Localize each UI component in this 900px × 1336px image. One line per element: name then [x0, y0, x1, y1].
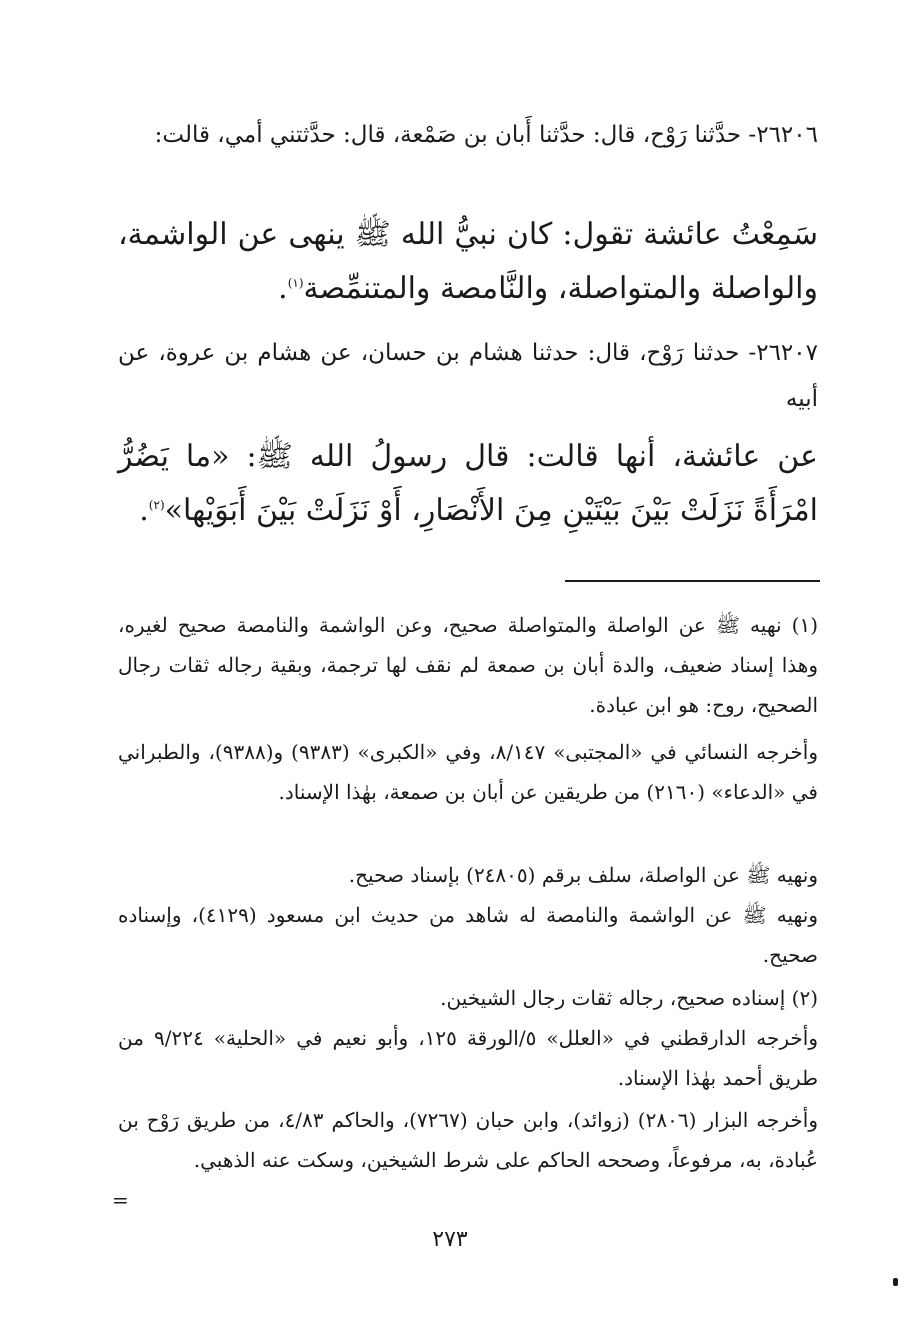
hadith-26207-matn-text: عن عائشة، أنها قالت: قال رسولُ الله ﷺ: «ما يَضُرُّ امْرَأَةً نَزَلَتْ بَيْنَ بَيْتَيْنِ مِنَ الأَنْصَارِ، أَوْ نَزَلَتْ بَيْنَ أَبَوَيْها» — [118, 439, 818, 528]
page-number: ٢٧٣ — [432, 1227, 468, 1252]
hadith-26206-matn: سَمِعْتُ عائشة تقول: كان نبيُّ الله ﷺ ينهى عن الواشمة، والواصلة والمتواصلة، والنَّامصة والمتنمِّصة$^{(١)}$. — [118, 217, 818, 306]
footnote-2-more-sources: وأخرجه البزار (٢٨٠٦) (زوائد)، وابن حبان (٧٢٦٧)، والحاكم ٤/٨٣، من طريق رَوْح بن عُبادة، به، مرفوعاً، وصححه الحاكم على شرط الشيخين، وسكت عنه الذهبي. — [118, 1108, 818, 1172]
scan-edge-mark — [893, 1278, 898, 1286]
footnote-1-text: (١) نهيه ﷺ عن الواصلة والمتواصلة صحيح، وعن الواشمة والنامصة صحيح لغيره، وهذا إسناد ضعيف، والدة أبان بن صمعة لم نقف لها ترجمة، وبقية رجاله ثقات رجال الصحيح، روح: هو ابن عبادة. — [118, 613, 818, 717]
footnote-2-sources: وأخرجه الدارقطني في «العلل» ٥/الورقة ١٢٥، وأبو نعيم في «الحلية» ٩/٢٢٤ من طريق أحمد بهٰذا الإسناد. — [118, 1026, 819, 1090]
hadith-26206-matn-text: سَمِعْتُ عائشة تقول: كان نبيُّ الله ﷺ ينهى عن الواشمة، والواصلة والمتواصلة، والنَّامصة والمتنمِّصة — [118, 217, 818, 306]
footnote-1-note-washima: ونهيه ﷺ عن الواشمة والنامصة له شاهد من حديث ابن مسعود (٤١٢٩)، وإسناده صحيح. — [118, 903, 818, 967]
footnote-ref-2: (٢) — [148, 498, 165, 512]
hadith-26206-isnad: ٢٦٢٠٦- حدَّثنا رَوْح، قال: حدَّثنا أَبان بن صَمْعة، قال: حدَّثتني أمي، قالت: — [154, 122, 818, 148]
footnote-ref-1: (١) — [287, 276, 304, 290]
footnote-2-text: (٢) إسناده صحيح، رجاله ثقات رجال الشيخين. — [440, 986, 818, 1010]
footnote-1-sources: وأخرجه النسائي في «المجتبى» ٨/١٤٧، وفي «الكبرى» (٩٣٨٣) و(٩٣٨٨)، والطبراني في «الدعاء» (٢١٦٠) من طريقين عن أبان بن صمعة، بهٰذا الإسناد. — [118, 740, 818, 804]
hadith-26207-matn: عن عائشة، أنها قالت: قال رسولُ الله ﷺ: «ما يَضُرُّ امْرَأَةً نَزَلَتْ بَيْنَ بَيْتَيْنِ مِنَ الأَنْصَارِ، أَوْ نَزَلَتْ بَيْنَ أَبَوَيْها»$^{(٢)}$. — [118, 439, 818, 528]
footnote-separator — [565, 580, 820, 582]
footnote-1-note-wasila: ونهيه ﷺ عن الواصلة، سلف برقم (٢٤٨٠٥) بإسناد صحيح. — [348, 863, 818, 887]
hadith-26207-isnad: ٢٦٢٠٧- حدثنا رَوْح، قال: حدثنا هشام بن حسان، عن هشام بن عروة، عن أبيه — [118, 340, 818, 412]
continuation-mark: = — [112, 1188, 129, 1212]
